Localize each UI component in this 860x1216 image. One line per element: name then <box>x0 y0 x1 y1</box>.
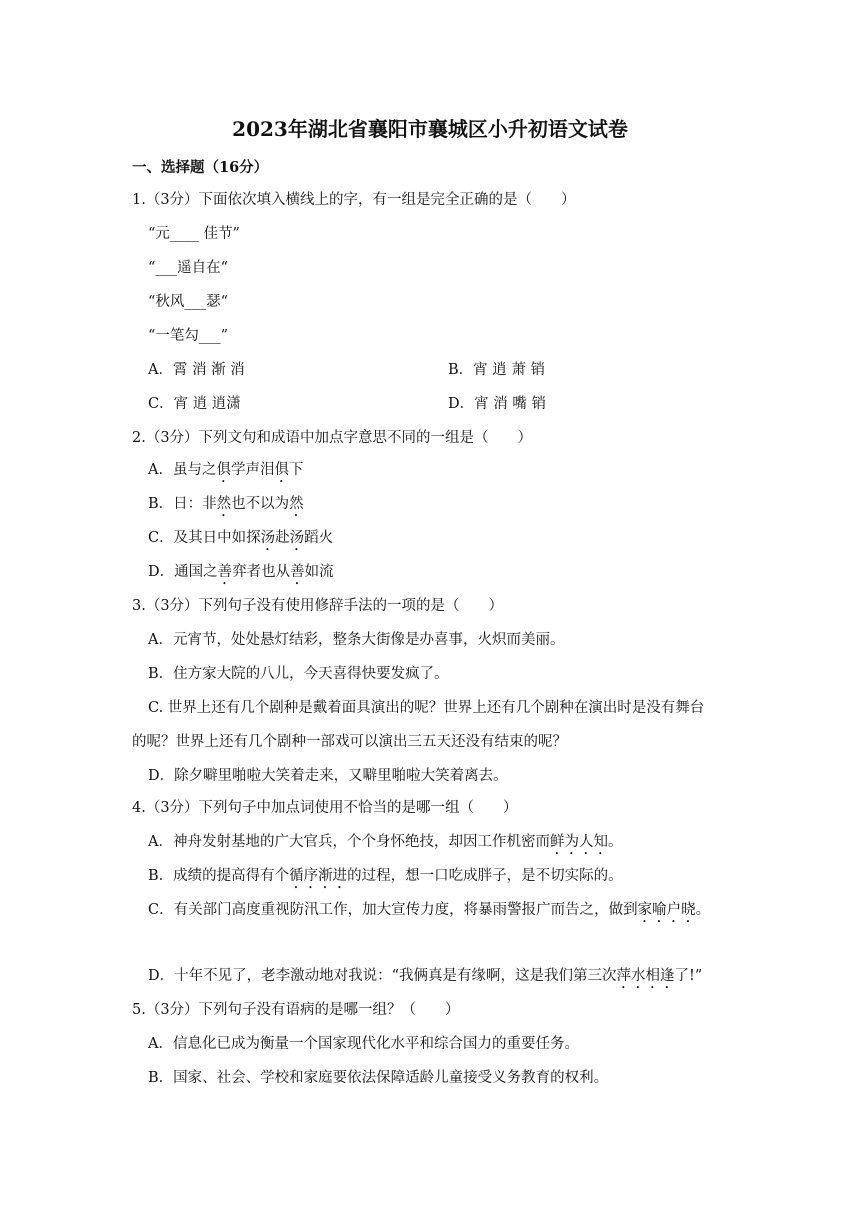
question-2-option-c: C．及其日中如探汤赴汤蹈火 <box>148 530 334 546</box>
question-2-option-a: A．虽与之俱学声泪俱下 <box>148 462 304 478</box>
dotted-char: 善 <box>290 564 305 580</box>
question-4-option-c: C．有关部门高度重视防汛工作，加大宣传力度，将暴雨警报广而告之，做到家喻户晓。 <box>148 902 711 918</box>
section-heading: 一、选择题（16分） <box>132 159 269 176</box>
dotted-word: 鲜为人知 <box>549 834 608 850</box>
dotted-char: 俱 <box>274 462 289 478</box>
question-5-stem: 5.（3分）下列句子没有语病的是哪一组？（ ） <box>132 1002 460 1018</box>
question-4-option-a: A．神舟发射基地的广大官兵，个个身怀绝技，却因工作机密而鲜为人知。 <box>148 834 623 850</box>
question-1-line: “___遥自在“ <box>148 260 229 276</box>
dotted-word: 循序渐进 <box>289 868 348 884</box>
question-1-line: “一笔勾___” <box>148 328 229 344</box>
dotted-char: 汤 <box>260 530 276 546</box>
question-1-option-c: C．宵 逍 逍潇 <box>148 396 241 412</box>
dotted-char: 汤 <box>289 530 305 546</box>
question-3-option-c-line2: 的呢？世界上还有几个剧种一部戏可以演出三五天还没有结束的呢？ <box>132 734 567 750</box>
dotted-word: 家喻户晓 <box>637 902 696 918</box>
dotted-char: 俱 <box>216 462 231 478</box>
dotted-char: 然 <box>216 496 232 512</box>
question-2-option-d: D．通国之善弈者也从善如流 <box>148 564 334 580</box>
question-1-option-b: B．宵 逍 萧 销 <box>448 362 545 378</box>
question-1-line: “元____ 佳节” <box>148 226 240 242</box>
question-1-stem: 1.（3分）下面依次填入横线上的字，有一组是完全正确的是（ ） <box>132 192 576 208</box>
question-1-option-d: D．宵 消 嘴 销 <box>448 396 546 412</box>
dotted-char: 善 <box>217 564 233 580</box>
question-1-option-a: A．霄 消 渐 消 <box>148 362 245 378</box>
question-2-stem: 2.（3分）下列文句和成语中加点字意思不同的一组是（ ） <box>132 430 533 446</box>
question-2-option-b: B．日：非然也不以为然 <box>148 496 304 512</box>
question-4-option-b: B．成绩的提高得有个循序渐进的过程，想一口吃成胖子，是不切实际的。 <box>148 868 623 884</box>
dotted-char: 然 <box>289 496 304 512</box>
question-4-option-d: D．十年不见了，老李激动地对我说：“我俩真是有缘啊，这是我们第三次萍水相逢了!” <box>148 968 703 984</box>
question-3-stem: 3.（3分）下列句子没有使用修辞手法的一项的是（ ） <box>132 598 504 614</box>
question-3-option-c-line1: C. 世界上还有几个剧种是戴着面具演出的呢？世界上还有几个剧种在演出时是没有舞台 <box>148 700 705 716</box>
question-3-option-d: D．除夕噼里啪啦大笑着走来，又噼里啪啦大笑着离去。 <box>148 768 508 784</box>
question-5-option-a: A．信息化已成为衡量一个国家现代化水平和综合国力的重要任务。 <box>148 1036 579 1052</box>
question-1-line: “秋风___瑟“ <box>148 294 229 310</box>
question-5-option-b: B．国家、社会、学校和家庭要依法保障适龄儿童接受义务教育的权利。 <box>148 1070 609 1086</box>
question-3-option-b: B．住方家大院的八儿，今天喜得快要发疯了。 <box>148 666 449 682</box>
page-title: 2023年湖北省襄阳市襄城区小升初语文试卷 <box>232 117 628 141</box>
dotted-word: 萍水相逢 <box>616 968 675 984</box>
question-3-option-a: A．元宵节，处处悬灯结彩，整条大街像是办喜事，火炽而美丽。 <box>148 632 565 648</box>
question-4-stem: 4.（3分）下列句子中加点词使用不恰当的是哪一组（ ） <box>132 800 518 816</box>
